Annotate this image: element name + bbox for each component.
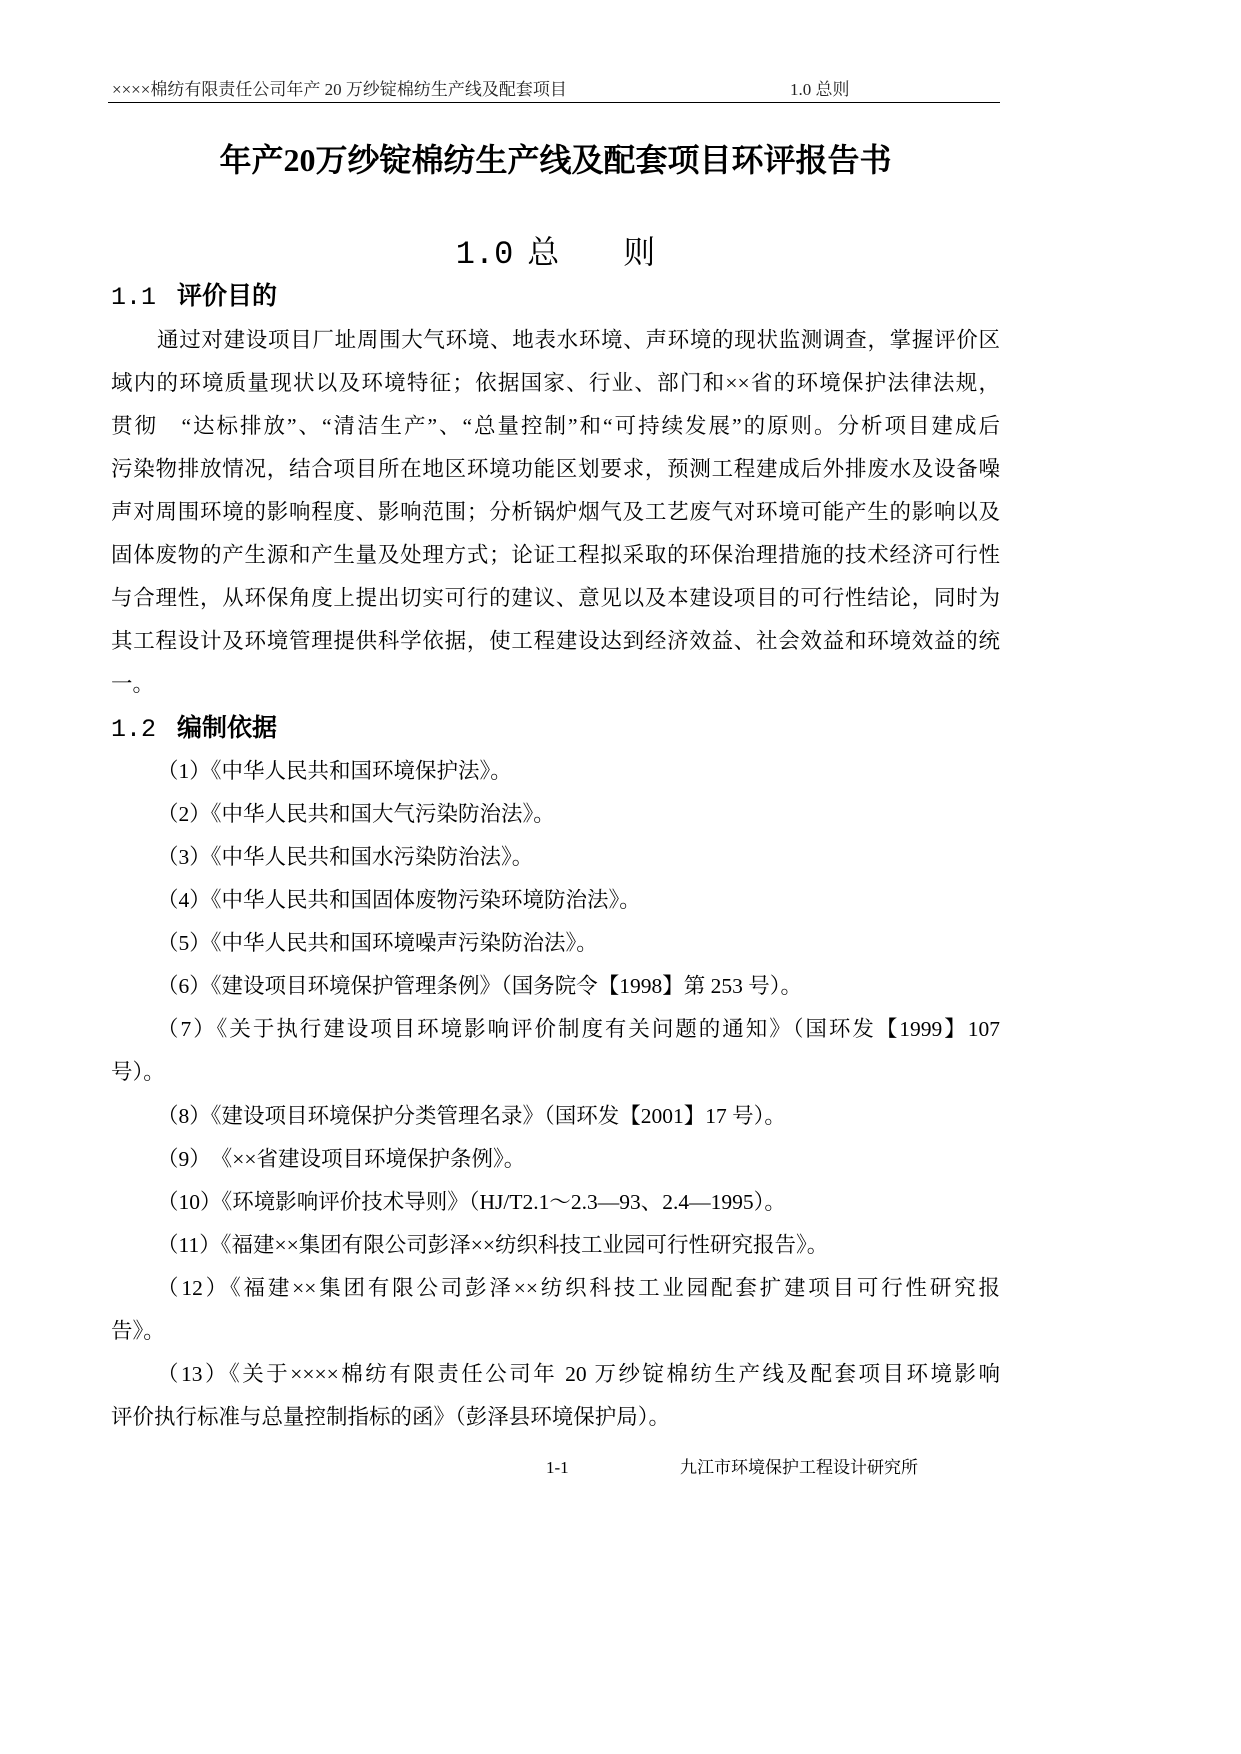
reference-item-6: （6）《建设项目环境保护管理条例》（国务院令【1998】第 253 号）。 [157, 974, 803, 999]
header-rule [108, 102, 1000, 103]
section-title: 评价目的 [177, 283, 278, 311]
paragraph-line: 声对周围环境的影响程度、影响范围；分析锅炉烟气及工艺废气对环境可能产生的影响以及 [111, 499, 1000, 524]
chapter-heading [111, 230, 1000, 274]
section-number: 1.2 [111, 714, 157, 744]
reference-item-1: （1）《中华人民共和国环境保护法》。 [157, 758, 512, 783]
reference-item-8: （8）《建设项目环境保护分类管理名录》（国环发【2001】17 号）。 [157, 1103, 786, 1128]
paragraph-line: 固体废物的产生源和产生量及处理方式；论证工程拟采取的环保治理措施的技术经济可行性 [111, 543, 1000, 568]
section-number: 1.1 [111, 283, 157, 313]
reference-item-2: （2）《中华人民共和国大气污染防治法》。 [157, 801, 555, 826]
reference-item-7: （7）《关于执行建设项目环境影响评价制度有关问题的通知》（国环发【1999】107 [157, 1017, 1000, 1042]
paragraph-line: 污染物排放情况，结合项目所在地区环境功能区划要求，预测工程建成后外排废水及设备噪 [111, 456, 1000, 481]
footer-organization: 九江市环境保护工程设计研究所 [680, 1458, 918, 1477]
paragraph-line: 一。 [111, 672, 155, 697]
reference-item-12-continued: 告》。 [111, 1319, 165, 1344]
running-header-project: ××××棉纺有限责任公司年产 20 万纱锭棉纺生产线及配套项目 [112, 80, 567, 99]
reference-item-3: （3）《中华人民共和国水污染防治法》。 [157, 844, 534, 869]
reference-item-10: （10）《环境影响评价技术导则》（HJ/T2.1～2.3—93、2.4—1995）。 [157, 1189, 786, 1214]
reference-item-9: （9） 《××省建设项目环境保护条例》。 [157, 1146, 526, 1171]
chapter-title: 总 则 [527, 234, 656, 270]
body-text [111, 275, 1000, 1439]
reference-item-4: （4）《中华人民共和国固体废物污染环境防治法》。 [157, 887, 641, 912]
chapter-number: 1.0 [455, 236, 514, 273]
reference-item-12: （12）《福建××集团有限公司彭泽××纺织科技工业园配套扩建项目可行性研究报 [157, 1275, 1000, 1300]
document-title: 年产20万纱锭棉纺生产线及配套项目环评报告书 [219, 142, 892, 178]
section-title: 编制依据 [177, 714, 278, 742]
paragraph-line: 贯彻 “达标排放”、“清洁生产”、“总量控制”和“可持续发展”的原则。分析项目建成后 [111, 413, 1000, 438]
page-number: 1-1 [546, 1458, 569, 1477]
reference-item-13-continued: 评价执行标准与总量控制指标的函》（彭泽县环境保护局）。 [111, 1405, 671, 1430]
paragraph-line: 其工程设计及环境管理提供科学依据，使工程建设达到经济效益、社会效益和环境效益的统 [111, 629, 1000, 654]
section-heading-1-1 [111, 275, 1000, 318]
reference-item-13: （13）《关于××××棉纺有限责任公司年 20 万纱锭棉纺生产线及配套项目环境影响 [157, 1362, 1000, 1387]
paragraph-line: 域内的环境质量现状以及环境特征；依据国家、行业、部门和××省的环境保护法律法规， [111, 370, 1000, 395]
paragraph-line: 通过对建设项目厂址周围大气环境、地表水环境、声环境的现状监测调查，掌握评价区 [157, 327, 1000, 352]
reference-item-7-continued: 号）。 [111, 1060, 165, 1085]
section-heading-1-2 [111, 707, 1000, 750]
reference-item-5: （5）《中华人民共和国环境噪声污染防治法》。 [157, 931, 598, 956]
reference-item-11: （11）《福建××集团有限公司彭泽××纺织科技工业园可行性研究报告》。 [157, 1232, 829, 1257]
running-header-chapter: 1.0 总则 [790, 80, 850, 99]
running-header [111, 79, 1000, 101]
paragraph-line: 与合理性，从环保角度上提出切实可行的建议、意见以及本建设项目的可行性结论，同时为 [111, 586, 1000, 611]
